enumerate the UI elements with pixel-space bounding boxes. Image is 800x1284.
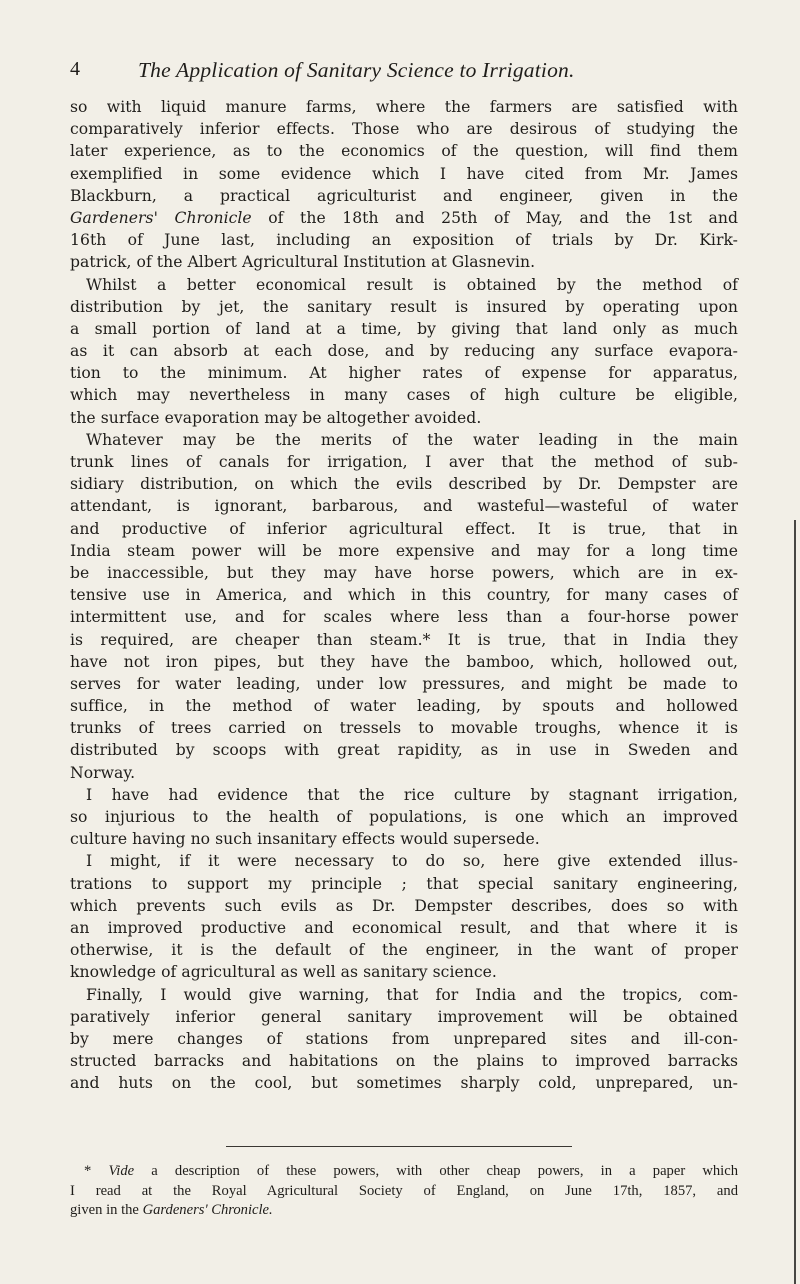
text-line: patrick, of the Albert Agricultural Institution at Glasnevin.: [70, 253, 536, 272]
text-line: 16th of June last, including an exposition of trials by Dr. Kirk-: [70, 231, 738, 250]
text-line: Whilst a better economical result is obtained by the method of: [86, 275, 738, 294]
text-fragment: of the 18th and 25th of May, and the 1st and: [251, 208, 739, 227]
footnote-line: I read at the Royal Agricultural Society of England, on June 17th, 1857, and: [70, 1182, 738, 1199]
text-line: a small portion of land at a time, by giving that land only as much: [70, 319, 738, 338]
text-line: distributed by scoops with great rapidity, as in use in Sweden and: [70, 741, 738, 760]
text-line: Finally, I would give warning, that for India and the tropics, com-: [86, 985, 738, 1004]
text-line: by mere changes of stations from unprepared sites and ill-con-: [70, 1029, 738, 1048]
text-line: have not iron pipes, but they have the bamboo, which, hollowed out,: [70, 652, 738, 671]
text-line: as it can absorb at each dose, and by reducing any surface evapora-: [70, 342, 738, 361]
footnote: [70, 1162, 738, 1221]
text-line: is required, are cheaper than steam.* It is true, that in India they: [70, 630, 738, 649]
text-line: suffice, in the method of water leading, by spouts and hollowed: [70, 697, 738, 716]
footnote-line: [70, 1201, 738, 1221]
text-line: the surface evaporation may be altogether avoided.: [70, 408, 482, 427]
text-line: culture having no such insanitary effects would supersede.: [70, 830, 540, 849]
running-head: [70, 58, 730, 88]
text-line: tensive use in America, and which in this country, for many cases of: [70, 586, 738, 605]
text-line: structed barracks and habitations on the plains to improved barracks: [70, 1052, 738, 1071]
text-line: so with liquid manure farms, where the farmers are satisfied with: [70, 98, 738, 116]
text-line: I have had evidence that the rice culture by stagnant irrigation,: [86, 785, 738, 804]
running-head-title: The Application of Sanitary Science to Irrigation.: [138, 58, 575, 82]
text-line: Blackburn, a practical agriculturist and engineer, given in the: [70, 186, 738, 205]
footnote-line: [70, 1162, 738, 1182]
text-line: sidiary distribution, on which the evils described by Dr. Dempster are: [70, 475, 738, 494]
publication-title: Gardeners' Chronicle: [70, 208, 252, 227]
text-line: trunks of trees carried on tressels to movable troughs, whence it is: [70, 719, 738, 738]
text-line: exemplified in some evidence which I have cited from Mr. James: [70, 164, 738, 183]
text-line: paratively inferior general sanitary improvement will be obtained: [70, 1007, 738, 1026]
text-line: knowledge of agricultural as well as sanitary science.: [70, 963, 497, 982]
text-line: so injurious to the health of populations, is one which an improved: [70, 808, 738, 826]
text-line: be inaccessible, but they may have horse powers, which are in ex-: [70, 563, 738, 582]
text-line: tion to the minimum. At higher rates of expense for apparatus,: [70, 364, 738, 383]
text-fragment: given in the: [70, 1202, 143, 1218]
body-text: [70, 96, 738, 1094]
text-line: an improved productive and economical result, and that where it is: [70, 918, 738, 937]
text-line: trunk lines of canals for irrigation, I aver that the method of sub-: [70, 453, 738, 471]
footnote-vide: Vide: [108, 1163, 135, 1179]
footnote-divider: [226, 1146, 572, 1147]
text-line: and huts on the cool, but sometimes sharply cold, unprepared, un-: [70, 1074, 738, 1093]
text-line: distribution by jet, the sanitary result is insured by operating upon: [70, 297, 738, 316]
text-line: intermittent use, and for scales where less than a four-horse power: [70, 608, 738, 627]
text-line: Norway.: [70, 763, 136, 782]
text-line: serves for water leading, under low pressures, and might be made to: [70, 674, 738, 693]
text-line: Whatever may be the merits of the water leading in the main: [86, 430, 738, 449]
text-line: I might, if it were necessary to do so, here give extended illus-: [86, 852, 738, 871]
publication-title: Gardeners' Chronicle.: [142, 1202, 273, 1218]
text-line: which may nevertheless in many cases of high culture be eligible,: [70, 386, 738, 405]
text-line: otherwise, it is the default of the engineer, in the want of proper: [70, 941, 738, 960]
page-edge-shadow: [794, 520, 796, 1284]
text-fragment: a description of these powers, with other cheap powers, in a paper which: [134, 1163, 738, 1179]
footnote-marker: *: [84, 1163, 109, 1179]
text-line: and productive of inferior agricultural effect. It is true, that in: [70, 519, 738, 538]
text-line: comparatively inferior effects. Those who are desirous of studying the: [70, 120, 738, 139]
text-line: which prevents such evils as Dr. Dempster describes, does so with: [70, 896, 738, 915]
text-line: trations to support my principle ; that special sanitary engineering,: [70, 874, 738, 893]
text-line: India steam power will be more expensive and may for a long time: [70, 541, 738, 560]
text-line: later experience, as to the economics of the question, will find them: [70, 142, 738, 161]
text-line: [70, 207, 738, 229]
page-number: 4: [70, 58, 80, 80]
text-line: attendant, is ignorant, barbarous, and wasteful—wasteful of water: [70, 497, 738, 516]
